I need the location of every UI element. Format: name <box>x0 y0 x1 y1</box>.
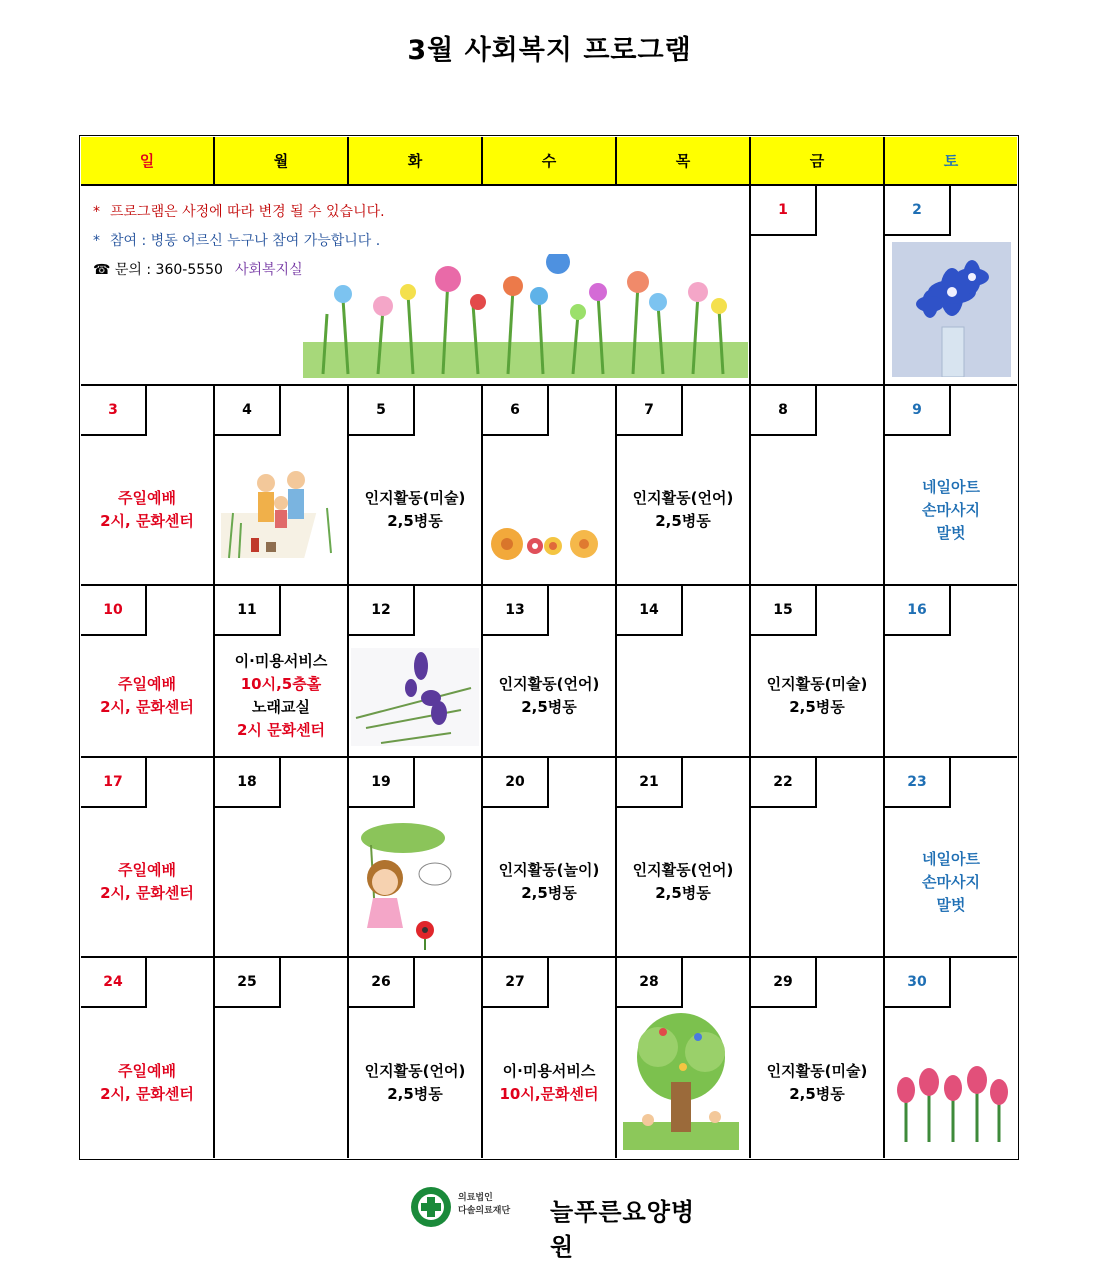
flower-meadow-image <box>303 254 748 378</box>
day-number: 22 <box>751 758 817 808</box>
day-cell-27 <box>483 958 617 1158</box>
day-number: 17 <box>81 758 147 808</box>
day-cell-25 <box>215 958 349 1158</box>
page-title: 3월 사회복지 프로그램 <box>407 35 692 66</box>
day-number: 16 <box>885 586 951 636</box>
event-cognitive-art: 인지활동(미술) 2,5병동 <box>364 489 466 530</box>
calendar <box>79 135 1019 1160</box>
event-cognitive-language: 인지활동(언어) 2,5병동 <box>498 675 600 716</box>
day-number: 3 <box>81 386 147 436</box>
calendar-grid <box>81 137 1017 1158</box>
day-number: 2 <box>885 186 951 236</box>
day-number: 6 <box>483 386 549 436</box>
hospital-logo-icon <box>410 1186 452 1228</box>
day-cell-19 <box>349 758 483 958</box>
day-number: 11 <box>215 586 281 636</box>
weekday-fri: 금 <box>751 137 885 186</box>
event-nail-art: 네일아트 손마사지 말벗 <box>922 477 980 542</box>
day-number: 9 <box>885 386 951 436</box>
day-number: 12 <box>349 586 415 636</box>
foundation-label: 의료법인 다솔의료재단 <box>458 1193 511 1216</box>
day-cell-28 <box>617 958 751 1158</box>
day-number: 10 <box>81 586 147 636</box>
hospital-footer <box>410 1186 710 1261</box>
weekday-sun: 일 <box>81 137 215 186</box>
day-number: 30 <box>885 958 951 1008</box>
day-number: 1 <box>751 186 817 236</box>
day-cell-1 <box>751 186 885 386</box>
day-number: 21 <box>617 758 683 808</box>
day-cell-9 <box>885 386 1017 586</box>
tree-kids-image <box>623 1012 739 1150</box>
day-cell-26 <box>349 958 483 1158</box>
day-number: 14 <box>617 586 683 636</box>
girl-with-leaf-image <box>353 820 453 952</box>
day-cell-15 <box>751 586 885 758</box>
weekday-thu: 목 <box>617 137 751 186</box>
day-cell-4 <box>215 386 349 586</box>
day-cell-30 <box>885 958 1017 1158</box>
event-cognitive-language: 인지활동(언어) 2,5병동 <box>632 489 734 530</box>
day-number: 8 <box>751 386 817 436</box>
day-cell-29 <box>751 958 885 1158</box>
hospital-name: 늘푸른요양병원 <box>550 1198 696 1261</box>
event-cognitive-play: 인지활동(놀이) 2,5병동 <box>498 861 600 902</box>
event-cognitive-language: 인지활동(언어) 2,5병동 <box>364 1062 466 1103</box>
notice-line-participation: * 참여 : 병동 어르신 누구나 참여 가능합니다 . <box>93 233 381 249</box>
event-nail-art: 네일아트 손마사지 말벗 <box>922 849 980 914</box>
day-number: 7 <box>617 386 683 436</box>
day-cell-17 <box>81 758 215 958</box>
day-number: 29 <box>751 958 817 1008</box>
weekday-mon: 월 <box>215 137 349 186</box>
weekday-wed: 수 <box>483 137 617 186</box>
day-number: 19 <box>349 758 415 808</box>
day-cell-3 <box>81 386 215 586</box>
day-number: 5 <box>349 386 415 436</box>
family-picnic-image <box>221 458 341 570</box>
weekday-sat: 토 <box>885 137 1017 186</box>
day-number: 25 <box>215 958 281 1008</box>
day-number: 18 <box>215 758 281 808</box>
day-number: 28 <box>617 958 683 1008</box>
flower-row-image <box>489 524 601 564</box>
day-number: 24 <box>81 958 147 1008</box>
weekday-tue: 화 <box>349 137 483 186</box>
day-number: 4 <box>215 386 281 436</box>
event-worship: 주일예배 2시, 문화센터 <box>100 675 194 716</box>
day-cell-21 <box>617 758 751 958</box>
event-worship: 주일예배 2시, 문화센터 <box>100 861 194 902</box>
day-cell-11 <box>215 586 349 758</box>
day-cell-12 <box>349 586 483 758</box>
notice-cell <box>81 186 751 386</box>
day-cell-5 <box>349 386 483 586</box>
lavender-image <box>351 648 479 746</box>
blue-flower-image <box>892 242 1011 377</box>
day-cell-6 <box>483 386 617 586</box>
day-cell-23 <box>885 758 1017 958</box>
tulips-image <box>891 1066 1011 1142</box>
event-worship: 주일예배 2시, 문화센터 <box>100 1062 194 1103</box>
day-cell-14 <box>617 586 751 758</box>
day-number: 15 <box>751 586 817 636</box>
event-cognitive-art: 인지활동(미술) 2,5병동 <box>766 675 868 716</box>
day-cell-13 <box>483 586 617 758</box>
notice-line-contact: ☎ 문의 : 360-5550 사회복지실 <box>93 262 303 278</box>
day-cell-18 <box>215 758 349 958</box>
day-cell-20 <box>483 758 617 958</box>
day-number: 23 <box>885 758 951 808</box>
day-number: 13 <box>483 586 549 636</box>
notice-line-change: * 프로그램은 사정에 따라 변경 될 수 있습니다. <box>93 204 385 220</box>
day-number: 26 <box>349 958 415 1008</box>
day-number: 20 <box>483 758 549 808</box>
day-cell-10 <box>81 586 215 758</box>
day-cell-7 <box>617 386 751 586</box>
day-cell-2 <box>885 186 1017 386</box>
day-cell-22 <box>751 758 885 958</box>
day-cell-16 <box>885 586 1017 758</box>
event-beauty-singing: 이·미용서비스 10시,5층홀 노래교실 2시 문화센터 <box>234 652 328 739</box>
day-cell-8 <box>751 386 885 586</box>
day-cell-24 <box>81 958 215 1158</box>
event-cognitive-art: 인지활동(미술) 2,5병동 <box>766 1062 868 1103</box>
event-beauty: 이·미용서비스 10시,문화센터 <box>499 1062 599 1103</box>
event-cognitive-language: 인지활동(언어) 2,5병동 <box>632 861 734 902</box>
event-worship: 주일예배 2시, 문화센터 <box>100 489 194 530</box>
day-number: 27 <box>483 958 549 1008</box>
